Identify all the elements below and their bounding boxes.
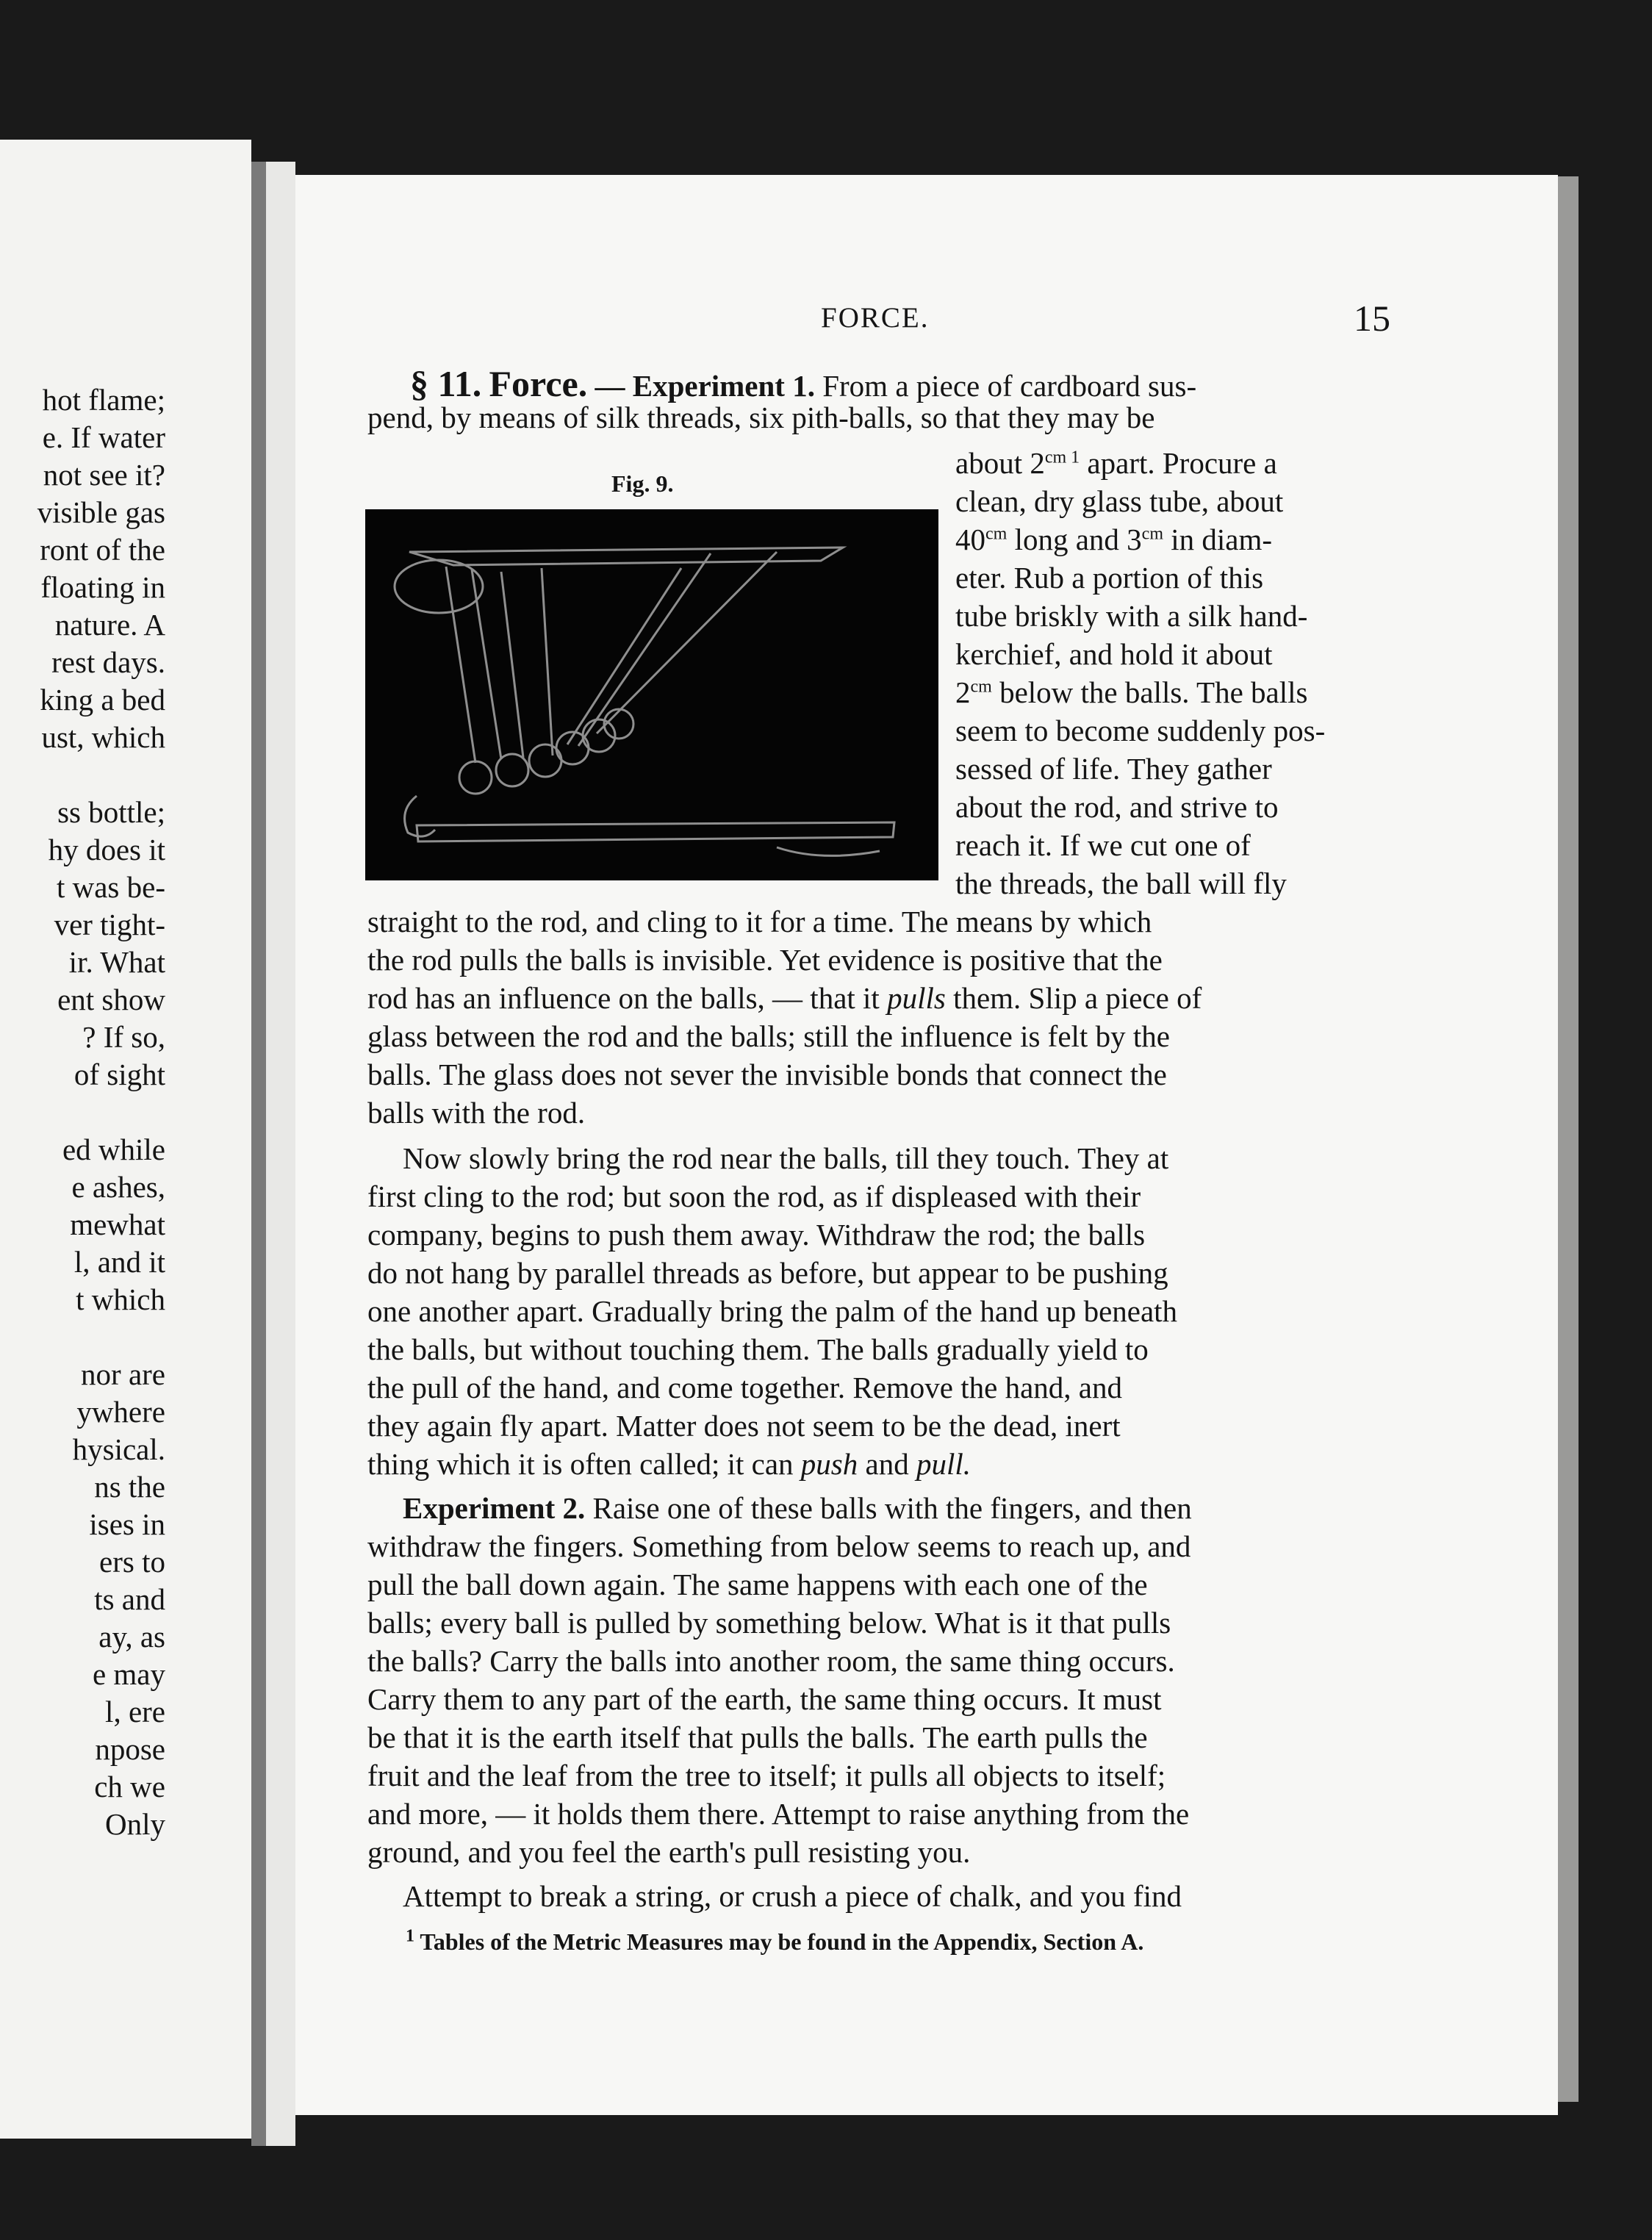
- body-line: first cling to the rod; but soon the rod, as if displeased with their: [367, 1180, 1141, 1213]
- section-title: Force.: [489, 363, 588, 404]
- left-page-line: e ashes,: [71, 1170, 165, 1204]
- left-page-line: ent show: [57, 983, 165, 1016]
- left-page-line: ises in: [89, 1507, 165, 1541]
- body-line: rod has an influence on the balls, — that it pulls them. Slip a piece of: [367, 981, 1202, 1015]
- body-line: company, begins to push them away. Withdraw the rod; the balls: [367, 1218, 1146, 1252]
- left-page-line: nor are: [81, 1357, 165, 1391]
- body-line: withdraw the fingers. Something from below seems to reach up, and: [367, 1529, 1191, 1563]
- body-line: $40^{cm}$ long and $3^{cm}$ in diam-: [955, 523, 1273, 556]
- left-page-line: mewhat: [70, 1207, 165, 1241]
- running-head: FORCE.: [821, 302, 930, 334]
- footnote: $^1$ Tables of the Metric Measures may be found in the Appendix, Section A.: [406, 1926, 1144, 1955]
- body-line: pend, by means of silk threads, six pith-balls, so that they may be: [367, 401, 1155, 434]
- body-line: balls with the rod.: [367, 1096, 586, 1130]
- book-gutter-shadow: [266, 162, 295, 2146]
- body-line: kerchief, and hold it about: [955, 637, 1273, 671]
- section-mark: § 11.: [410, 363, 482, 404]
- left-page-line: ir. What: [68, 945, 165, 979]
- body-line: Now slowly bring the rod near the balls, till they touch. They at: [403, 1141, 1169, 1175]
- left-page-line: ers to: [99, 1545, 165, 1579]
- left-page-line: t was be-: [56, 870, 165, 904]
- left-page-line: floating in: [40, 570, 165, 604]
- body-line: the balls? Carry the balls into another room, the same thing occurs.: [367, 1644, 1175, 1678]
- left-page-line: l, ere: [105, 1695, 165, 1729]
- book-page: [295, 175, 1558, 2115]
- body-line: ground, and you feel the earth's pull resisting you.: [367, 1835, 971, 1869]
- left-page-line: ch we: [94, 1770, 165, 1803]
- left-page-line: e may: [92, 1657, 165, 1691]
- left-page-line: Only: [105, 1807, 165, 1841]
- left-page-fragment: [0, 140, 251, 2139]
- experiment-2-line: Experiment 2. Raise one of these balls with the fingers, and then: [403, 1491, 1192, 1525]
- body-line: eter. Rub a portion of this: [955, 561, 1264, 595]
- body-line: clean, dry glass tube, about: [955, 484, 1284, 518]
- body-line: Carry them to any part of the earth, the same thing occurs. It must: [367, 1682, 1162, 1716]
- body-line: about $2^{cm 1}$ apart. Procure a: [955, 446, 1277, 480]
- left-page-line: visible gas: [37, 495, 165, 529]
- left-page-line: npose: [95, 1732, 165, 1766]
- figure-caption: Fig. 9.: [611, 470, 674, 497]
- left-page-line: nature. A: [54, 608, 165, 642]
- pith-balls-illustration: [365, 509, 938, 880]
- left-page-line: ay, as: [98, 1620, 165, 1654]
- left-page-line: hysical.: [72, 1432, 165, 1466]
- body-line: seem to become suddenly pos-: [955, 714, 1326, 747]
- book-gutter: [251, 162, 266, 2146]
- left-page-line: rest days.: [51, 645, 165, 679]
- body-line: sessed of life. They gather: [955, 752, 1272, 786]
- body-line: balls. The glass does not sever the invisible bonds that connect the: [367, 1058, 1167, 1091]
- body-line: fruit and the leaf from the tree to itself; it pulls all objects to itself;: [367, 1759, 1166, 1792]
- left-page-line: hy does it: [48, 833, 165, 866]
- body-line: $2^{cm}$ below the balls. The balls: [955, 675, 1308, 709]
- body-line: glass between the rod and the balls; still the influence is felt by the: [367, 1019, 1170, 1053]
- left-page-line: ts and: [94, 1582, 165, 1616]
- left-page-line: ver tight-: [54, 908, 165, 941]
- body-line: pull the ball down again. The same happens with each one of the: [367, 1568, 1148, 1601]
- body-line: do not hang by parallel threads as before, but appear to be pushing: [367, 1256, 1168, 1290]
- body-line: and more, — it holds them there. Attempt to raise anything from the: [367, 1797, 1190, 1831]
- left-page-line: hot flame;: [42, 383, 165, 417]
- left-page-line: ? If so,: [82, 1020, 165, 1054]
- left-page-line: l, and it: [73, 1245, 165, 1279]
- left-page-line: ywhere: [76, 1395, 165, 1429]
- experiment-1-label: Experiment 1.: [632, 369, 815, 403]
- left-page-line: not see it?: [43, 458, 165, 492]
- body-line: the threads, the ball will fly: [955, 866, 1287, 900]
- body-line: about the rod, and strive to: [955, 790, 1279, 824]
- left-page-line: t which: [76, 1282, 165, 1316]
- body-line: thing which it is often called; it can push and pull.: [367, 1447, 972, 1481]
- body-line: balls; every ball is pulled by something below. What is it that pulls: [367, 1606, 1171, 1640]
- body-line: be that it is the earth itself that pulls the balls. The earth pulls the: [367, 1720, 1148, 1754]
- figure-pith-balls-photo: [365, 509, 938, 880]
- section-heading-line: § 11. Force. — Experiment 1. From a piece of cardboard sus-: [410, 363, 1197, 404]
- left-page-line: ss bottle;: [57, 795, 165, 829]
- body-line: Attempt to break a string, or crush a piece of chalk, and you find: [403, 1879, 1182, 1913]
- left-page-line: king a bed: [40, 683, 165, 717]
- body-line: the pull of the hand, and come together. Remove the hand, and: [367, 1371, 1122, 1404]
- body-line: they again fly apart. Matter does not seem to be the dead, inert: [367, 1409, 1121, 1443]
- body-line: the balls, but without touching them. The balls gradually yield to: [367, 1332, 1149, 1366]
- left-page-line: of sight: [73, 1058, 165, 1091]
- body-line: straight to the rod, and cling to it for a time. The means by which: [367, 905, 1152, 938]
- body-line: one another apart. Gradually bring the palm of the hand up beneath: [367, 1294, 1178, 1328]
- experiment-2-label: Experiment 2.: [403, 1491, 586, 1525]
- left-page-line: ust, which: [41, 720, 165, 754]
- left-page-line: ns the: [94, 1470, 165, 1504]
- left-page-line: e. If water: [42, 420, 165, 454]
- left-page-line: ed while: [62, 1132, 165, 1166]
- body-line: reach it. If we cut one of: [955, 828, 1251, 862]
- body-line: tube briskly with a silk hand-: [955, 599, 1308, 633]
- page-number: 15: [1354, 298, 1390, 339]
- left-page-line: ront of the: [40, 533, 165, 567]
- body-line: the rod pulls the balls is invisible. Yet evidence is positive that the: [367, 943, 1163, 977]
